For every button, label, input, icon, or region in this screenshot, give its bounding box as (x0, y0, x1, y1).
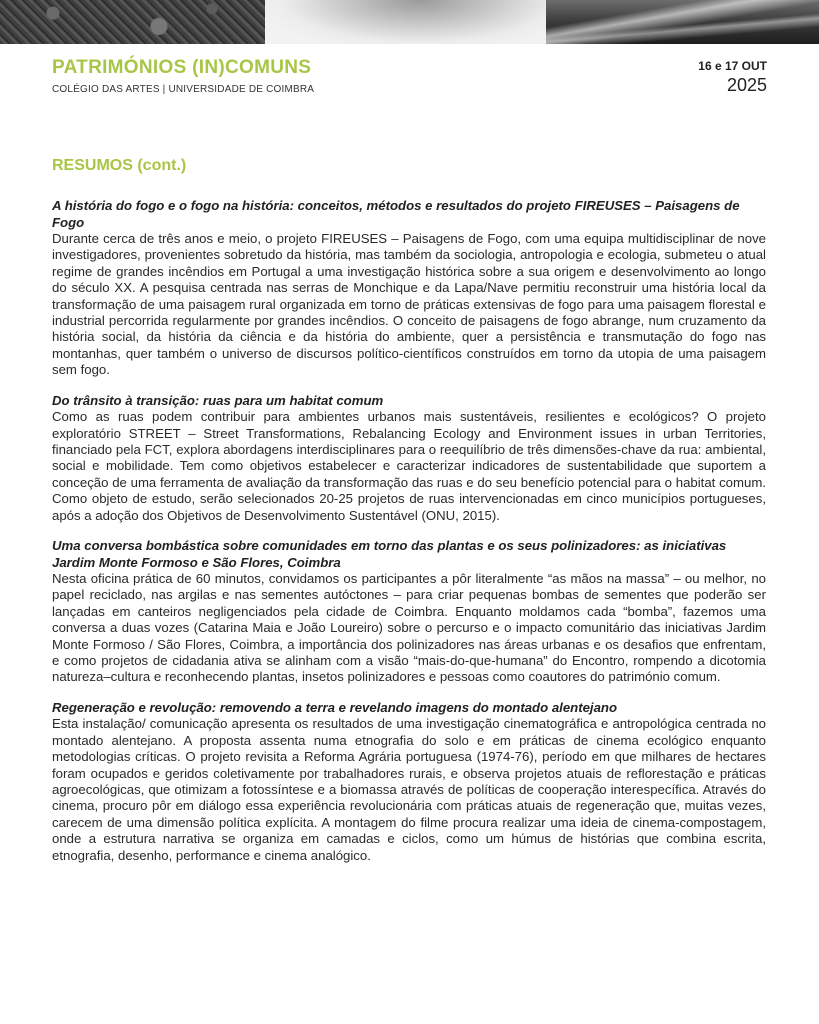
abstract-body: Durante cerca de três anos e meio, o projeto FIREUSES – Paisagens de Fogo, com uma equipa multidisciplinar de nove investigadores, provenientes sobretudo da história, mas também da sociologia, antropologia e ecologia, submeteu o atual regime de grandes incêndios em Portugal a uma investigação histórica sobre a sua origem e desenvolvimento ao longo do século XX. A pesquisa centrada nas serras de Monchique e da Lapa/Nave permitiu reconstruir uma história local da transformação de uma paisagem rural organizada em torno de práticas extensivas de fogo para uma paisagem florestal e industrial percorrida regularmente por grandes incêndios. O conceito de paisagens de fogo abrange, num cruzamento da história social, da história da ciência e da história do ambiente, quer a persistência e transmutação do fogo nas montanhas, quer também o universo de discursos político-científicos construídos em torno da utopia de uma paisagem sem fogo. (52, 231, 766, 378)
abstract-title: A história do fogo e o fogo na história: conceitos, métodos e resultados do projeto FIREUSES – Paisagens de Fogo (52, 198, 740, 230)
paper-texture-photo (265, 0, 546, 44)
clouds-photo (546, 0, 819, 44)
abstract-title: Regeneração e revolução: removendo a terra e revelando imagens do montado alentejano (52, 699, 618, 715)
abstract-body: Esta instalação/ comunicação apresenta os resultados de uma investigação cinematográfica e antropológica centrada no montado alentejano. A proposta assenta numa etnografia do solo e em práticas de cinema ecológico enquanto metodologias críticas. O projeto revisita a Reforma Agrária portuguesa (1974-76), período em que milhares de hectares foram ocupados e geridos coletivamente por trabalhadores rurais, e observa projetos atuais de reflorestação e práticas agroecológicas, que otimizam a fotossíntese e a biomassa através de políticas de cooperação interespecífica. Através do cinema, procuro pôr em diálogo essa experiência revolucionária com práticas atuais de regeneração que, muitas vezes, carecem de uma dimensão política explícita. A montagem do filme procura realizar uma ideia de cinema-compostagem, onde a estrutura narrativa se organiza em camadas e ciclos, como um húmus de histórias que combina escrita, etnografia, desenho, performance e cinema analógico. (52, 716, 766, 863)
abstract-item (52, 198, 766, 379)
event-subtitle: COLÉGIO DAS ARTES | UNIVERSIDADE DE COIMBRA (52, 84, 315, 95)
event-year: 2025 (726, 75, 767, 95)
forest-photo (0, 0, 265, 44)
abstract-title: Do trânsito à transição: ruas para um habitat comum (52, 392, 384, 408)
abstract-item (52, 393, 766, 524)
abstracts-list (52, 198, 766, 878)
header-banner (0, 0, 819, 44)
abstract-item (52, 700, 766, 864)
abstract-title: Uma conversa bombástica sobre comunidades em torno das plantas e os seus polinizadores: as iniciativas Jardim Monte Formoso e São Flores, Coimbra (52, 538, 727, 570)
section-title: RESUMOS (cont.) (52, 157, 187, 174)
abstract-body: Como as ruas podem contribuir para ambientes urbanos mais sustentáveis, resilientes e ecológicos? O projeto exploratório STREET – Street Transformations, Rebalancing Ecology and Environment issues in urban Territories, financiado pela FCT, explora abordagens interdisciplinares para o reequilíbrio de três dimensões-chave da rua: ambiental, social e mobilidade. Tem como objetivos estabelecer e caracterizar indicadores de sustentabilidade que suportem a conceção de uma ferramenta de avaliação da transformação das ruas e do seu benefício potencial para o habitat comum. Como objeto de estudo, serão selecionados 20-25 projetos de ruas intervencionadas em cinco municípios portugueses, após a adoção dos Objetivos de Desenvolvimento Sustentável (ONU, 2015). (52, 409, 766, 523)
abstract-item (52, 538, 766, 686)
event-dates: 16 e 17 OUT (698, 59, 767, 73)
abstract-body: Nesta oficina prática de 60 minutos, convidamos os participantes a pôr literalmente “as mãos na massa” – ou melhor, no papel reciclado, nas argilas e nas sementes autóctones – para criar pequenas bombas de sementes que poderão ser lançadas em canteiros negligenciados pela cidade de Coimbra. Enquanto moldamos cada “bomba”, fazemos uma conversa a duas vozes (Catarina Maia e João Loureiro) sobre o percurso e o impacto comunitário das iniciativas Jardim Monte Formoso / São Flores, Coimbra, a importância dos polinizadores nas áreas urbanas e os desafios que enfrentam, e como projetos de cidadania ativa se alinham com a visão “mais-do-que-humana” do Encontro, rompendo a dicotomia natureza–cultura e reconhecendo plantas, insetos polinizadores e pessoas como coautores do património comum. (52, 571, 766, 685)
event-title: PATRIMÓNIOS (IN)COMUNS (52, 57, 312, 78)
